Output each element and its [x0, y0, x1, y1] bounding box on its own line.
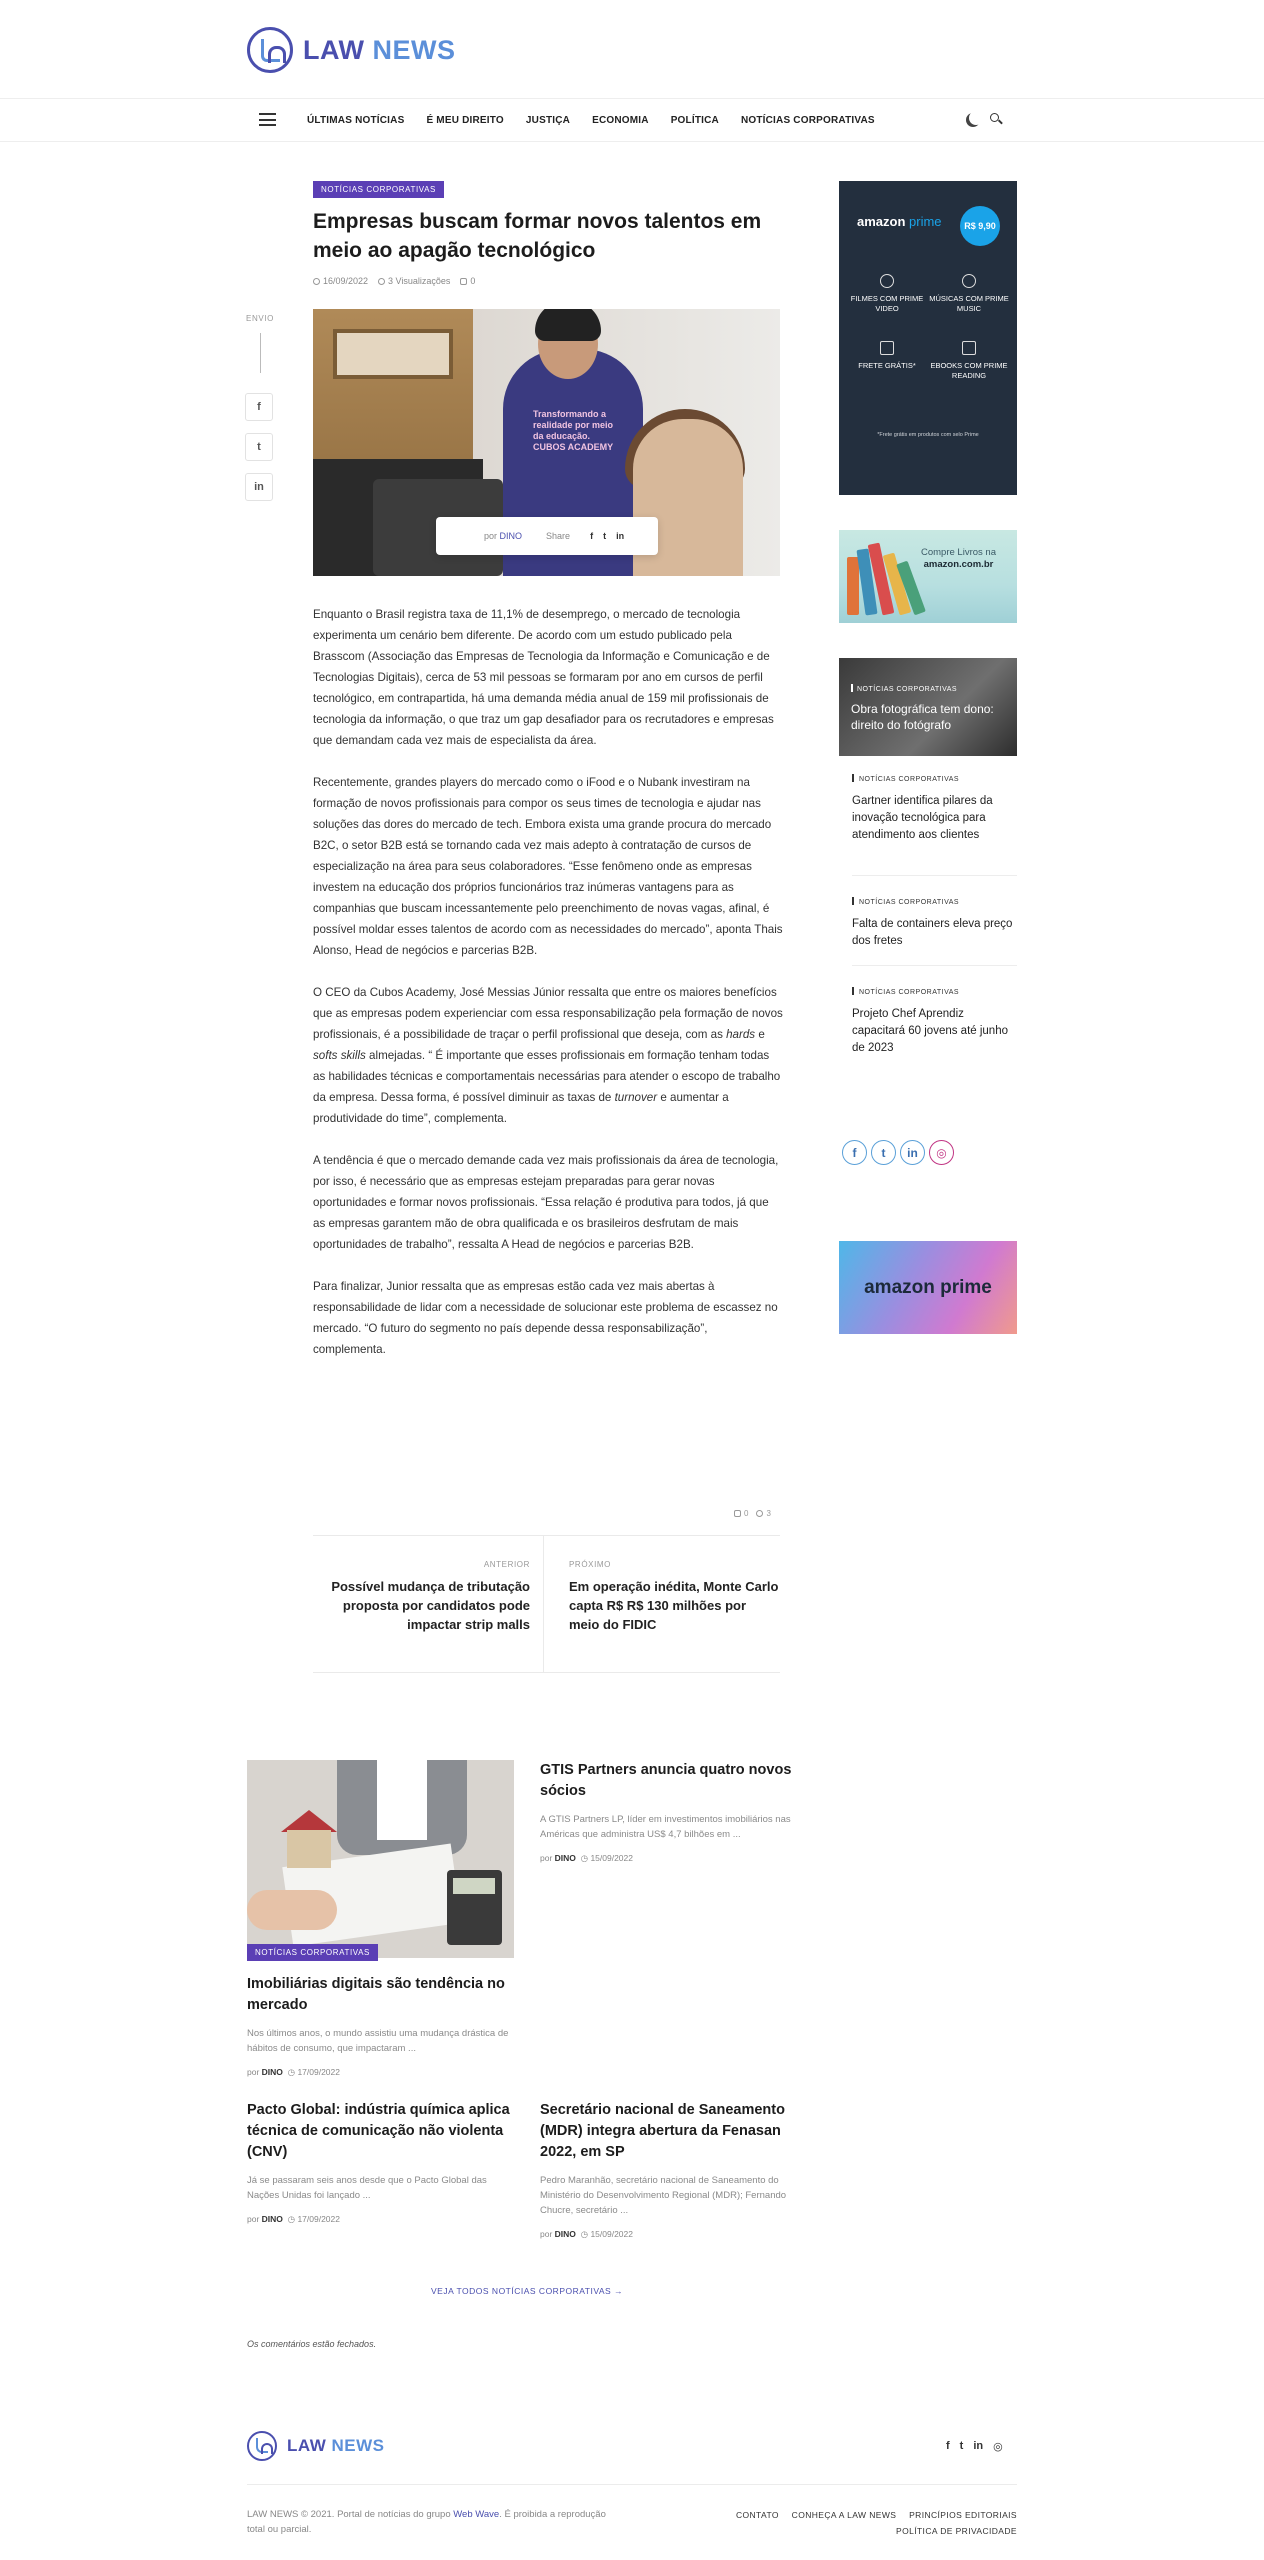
related-title[interactable]: Pacto Global: indústria química aplica técnica de comunicação não violenta (CNV) — [247, 2102, 510, 2160]
ad-feature: EBOOKS COM PRIME READING — [929, 341, 1009, 381]
eye-icon — [756, 1510, 763, 1517]
books-ad-text: Compre Livros na amazon.com.br — [921, 547, 996, 570]
facebook-icon[interactable]: f — [946, 2440, 950, 2452]
menu-icon[interactable] — [259, 113, 276, 126]
nav-item-ultimas-noticias[interactable]: ÚLTIMAS NOTÍCIAS — [307, 114, 405, 126]
amazon-prime-ad[interactable] — [839, 181, 1017, 495]
share-twitter-button[interactable]: t — [245, 433, 273, 461]
share-label: ENVIO — [246, 314, 274, 323]
related-meta: por DINO ◷ 17/09/2022 — [247, 2214, 340, 2224]
article-body — [313, 604, 783, 1381]
comment-icon — [460, 278, 467, 285]
tshirt-print: Transformando a realidade por meio da educação. CUBOS ACADEMY — [533, 409, 614, 452]
truck-icon — [880, 341, 894, 355]
article-paragraph: A tendência é que o mercado demande cada vez mais profissionais da área de tecnologia, por isso, é necessário que as empresas estejam preparadas para gerar novas oportunidades e formar novos profissionais. “Essa relação é produtiva para todos, já que as empresas garantem mão de obra qualificada e os brasileiros desfrutam de mais oportunidades de trabalho”, ressalta A Head de negócios e parcerias B2B. — [313, 1154, 779, 1251]
related-title[interactable]: GTIS Partners anuncia quatro novos sócios — [540, 1762, 792, 1799]
article-hero-image — [313, 309, 780, 576]
linkedin-icon[interactable]: in — [900, 1140, 925, 1165]
related-card — [247, 2100, 514, 2225]
twitter-icon[interactable]: t — [603, 531, 607, 541]
previous-label: ANTERIOR — [483, 1560, 530, 1569]
copyright-text: LAW NEWS © 2021. Portal de notícias do grupo Web Wave. É proibida a reprodução total ou parcial. — [247, 2509, 606, 2535]
share-facebook-button[interactable]: f — [245, 393, 273, 421]
web-wave-link[interactable]: Web Wave — [453, 2509, 500, 2520]
main-nav — [0, 98, 1264, 142]
logo-text: LAW NEWS — [287, 2436, 385, 2455]
image-byline: por DINO — [484, 531, 523, 541]
sidebar-divider — [852, 875, 1017, 876]
article-comments[interactable]: 0 — [460, 276, 475, 286]
ad-feature: MÚSICAS COM PRIME MUSIC — [929, 274, 1009, 314]
nav-item-noticias-corporativas[interactable]: NOTÍCIAS CORPORATIVAS — [740, 114, 875, 126]
related-card — [247, 1974, 514, 2078]
instagram-icon[interactable]: ◎ — [993, 2441, 1003, 2453]
sidebar-post-title: Projeto Chef Aprendiz capacitará 60 jovens até junho de 2023 — [852, 1008, 1008, 1054]
related-title[interactable]: Secretário nacional de Saneamento (MDR) integra abertura da Fenasan 2022, em SP — [540, 2102, 785, 2160]
share-linkedin-button[interactable]: in — [245, 473, 273, 501]
facebook-icon[interactable]: f — [590, 531, 594, 541]
previous-post-link[interactable] — [330, 1560, 530, 1634]
next-post-link[interactable] — [569, 1560, 779, 1634]
featured-post[interactable] — [839, 658, 1017, 756]
article-paragraph: Enquanto o Brasil registra taxa de 11,1% de desemprego, o mercado de tecnologia experimenta um cenário bem diferente. De acordo com um estudo publicado pela Brasscom (Associação das Empresas de Tecnologia da Informação e Comunicação e de Tecnologias Digitais), cerca de 53 mil pessoas se formaram por ano em cursos de perfil tecnológico, em contrapartida, há uma demanda média anual de 159 mil profissionais de tecnologia da informação, o que traz um gap desafiador para os recrutadores e empresas que demandam cada vez mais de especialista da área. — [313, 608, 774, 747]
article-paragraph: Recentemente, grandes players do mercado como o iFood e o Nubank investiram na formação de novos profissionais para compor os seus times de tecnologia e ajudar nas soluções das dores do mercado de tech. Embora exista uma grande procura do mercado B2C, o setor B2B está se tornando cada vez mais adepto à contratação de cursos de especialização na área para seus colaboradores. “Esse fenômeno onde as empresas investem na educação dos próprios funcionários traz inúmeras vantagens para as companhias que buscam incessantemente pelo preenchimento de novas vagas, afinal, é possível moldar esses talentos de acordo com as necessidades do mercado”, aponta Thais Alonso, Head de negócios e parcerias B2B. — [313, 776, 783, 957]
related-excerpt: Pedro Maranhão, secretário nacional de Saneamento do Ministério do Desenvolvimento Regional (MDR); Fernando Chucre, secretário ... — [540, 2175, 787, 2216]
sidebar-post[interactable] — [852, 897, 1017, 950]
sidebar-post-category: NOTÍCIAS CORPORATIVAS — [852, 774, 1017, 783]
footer-link-contato[interactable]: CONTATO — [735, 2510, 779, 2520]
share-divider — [260, 333, 261, 373]
comment-count[interactable]: 0 — [734, 1509, 748, 1518]
article-category-badge[interactable]: NOTÍCIAS CORPORATIVAS — [313, 181, 444, 198]
article-date: 16/09/2022 — [313, 276, 368, 286]
see-all-link[interactable]: VEJA TODOS NOTÍCIAS CORPORATIVAS → — [431, 2286, 624, 2296]
article-stats — [734, 1509, 771, 1518]
image-share-bar — [436, 517, 658, 555]
site-logo[interactable] — [247, 27, 456, 73]
featured-title: Obra fotográfica tem dono: direito do fotógrafo — [851, 702, 994, 732]
article-meta — [313, 276, 475, 286]
instagram-icon[interactable]: ◎ — [929, 1140, 954, 1165]
view-count: 3 — [756, 1509, 770, 1518]
logo-icon — [247, 27, 293, 73]
footer-link-privacidade[interactable]: POLÍTICA DE PRIVACIDADE — [896, 2526, 1017, 2536]
twitter-icon[interactable]: t — [871, 1140, 896, 1165]
related-excerpt: Nos últimos anos, o mundo assistiu uma mudança drástica de hábitos de consumo, que impactaram ... — [247, 2028, 509, 2054]
search-icon[interactable] — [990, 113, 999, 122]
sidebar-post[interactable] — [852, 987, 1017, 1057]
social-links — [842, 1140, 954, 1165]
footer-link-conheca[interactable]: CONHEÇA A LAW NEWS — [791, 2510, 897, 2520]
article-views: 3 Visualizações — [378, 276, 450, 286]
related-image[interactable] — [247, 1760, 514, 1958]
nav-item-e-meu-direito[interactable]: É MEU DIREITO — [426, 114, 504, 126]
logo-icon — [247, 2431, 277, 2461]
linkedin-icon[interactable]: in — [616, 531, 625, 541]
sidebar-post-category: NOTÍCIAS CORPORATIVAS — [852, 897, 1017, 906]
article-paragraph: O CEO da Cubos Academy, José Messias Júnior ressalta que entre os maiores benefícios que as empresas podem experienciar com essa responsabilização pela formação de novos profissionais, é a possibilidade de traçar o perfil profissional que deseja, com as hards e softs skills almejadas. “ É importante que esses profissionais em formação tenham todas as habilidades técnicas e comportamentais necessárias para atender o escopo de trabalho da empresa. Dessa forma, é possível diminuir as taxas de turnover e aumentar a produtividade do time”, complementa. — [313, 986, 783, 1125]
article-title: Empresas buscam formar novos talentos em meio ao apagão tecnológico — [313, 210, 762, 262]
next-title: Em operação inédita, Monte Carlo capta R$ R$ 130 milhões por meio do FIDIC — [569, 1579, 779, 1632]
post-navigation — [313, 1535, 780, 1673]
sidebar-post[interactable] — [852, 774, 1017, 844]
clock-icon — [313, 278, 320, 285]
featured-category: NOTÍCIAS CORPORATIVAS — [851, 684, 957, 693]
eye-icon — [378, 278, 385, 285]
related-excerpt: Já se passaram seis anos desde que o Pacto Global das Nações Unidas foi lançado ... — [247, 2175, 487, 2201]
ad-feature: FRETE GRÁTIS* — [847, 341, 927, 371]
nav-item-justica[interactable]: JUSTIÇA — [525, 114, 571, 126]
nav-item-politica[interactable]: POLÍTICA — [670, 114, 719, 126]
sidebar-post-category: NOTÍCIAS CORPORATIVAS — [852, 987, 1017, 996]
previous-title: Possível mudança de tributação proposta por candidatos pode impactar strip malls — [331, 1579, 530, 1632]
related-card — [540, 2100, 805, 2240]
article-paragraph: Para finalizar, Junior ressalta que as empresas estão cada vez mais abertas à responsabilidade de lidar com a necessidade de solucionar este problema de escassez no mercado. “O futuro do segmento no país depende dessa responsabilização”, complementa. — [313, 1280, 778, 1356]
related-title[interactable]: Imobiliárias digitais são tendência no mercado — [247, 1976, 505, 2013]
footer-links — [700, 2507, 1017, 2539]
author-link[interactable]: DINO — [499, 531, 523, 541]
ebook-icon — [962, 341, 976, 355]
footer-divider — [247, 2484, 1017, 2485]
facebook-icon[interactable]: f — [842, 1140, 867, 1165]
related-meta: por DINO ◷ 15/09/2022 — [540, 2229, 633, 2239]
nav-items — [307, 99, 875, 141]
related-category-badge[interactable]: NOTÍCIAS CORPORATIVAS — [247, 1944, 378, 1961]
headphones-icon — [962, 274, 976, 288]
footer-link-principios[interactable]: PRINCÍPIOS EDITORIAIS — [909, 2510, 1017, 2520]
share-sidebar — [245, 314, 275, 513]
ad-fine-print: *Frete grátis em produtos com selo Prime — [877, 432, 979, 438]
twitter-icon[interactable]: t — [959, 2440, 964, 2452]
sidebar-post-title: Gartner identifica pilares da inovação tecnológica para atendimento aos clientes — [852, 795, 993, 841]
sidebar-post-title: Falta de containers eleva preço dos fretes — [852, 918, 1013, 947]
related-meta: por DINO ◷ 15/09/2022 — [540, 1853, 633, 1863]
share-text: Share — [546, 531, 571, 541]
ad-feature: FILMES COM PRIME VIDEO — [847, 274, 927, 314]
amazon-books-ad[interactable] — [839, 530, 1017, 623]
footer-logo[interactable] — [247, 2431, 385, 2461]
linkedin-icon[interactable]: in — [973, 2440, 984, 2452]
footer-social-icons — [946, 2440, 1003, 2453]
related-excerpt: A GTIS Partners LP, líder em investimentos imobiliários nas Américas que administra US$ 4,7 bilhões em ... — [540, 1814, 791, 1840]
next-label: PRÓXIMO — [569, 1560, 611, 1569]
comments-closed-notice: Os comentários estão fechados. — [247, 2339, 377, 2349]
play-icon — [880, 274, 894, 288]
dark-mode-icon[interactable] — [969, 111, 983, 125]
related-meta: por DINO ◷ 17/09/2022 — [247, 2067, 340, 2077]
amazon-prime-banner[interactable]: amazon prime — [839, 1241, 1017, 1334]
ad-brand: amazon prime — [857, 214, 942, 229]
ad-price: R$ 9,90 — [960, 206, 1000, 246]
nav-item-economia[interactable]: ECONOMIA — [592, 114, 649, 126]
logo-text: LAW NEWS — [303, 34, 456, 65]
sidebar-divider — [852, 965, 1017, 966]
comment-icon — [734, 1510, 741, 1517]
related-card — [540, 1760, 805, 1864]
